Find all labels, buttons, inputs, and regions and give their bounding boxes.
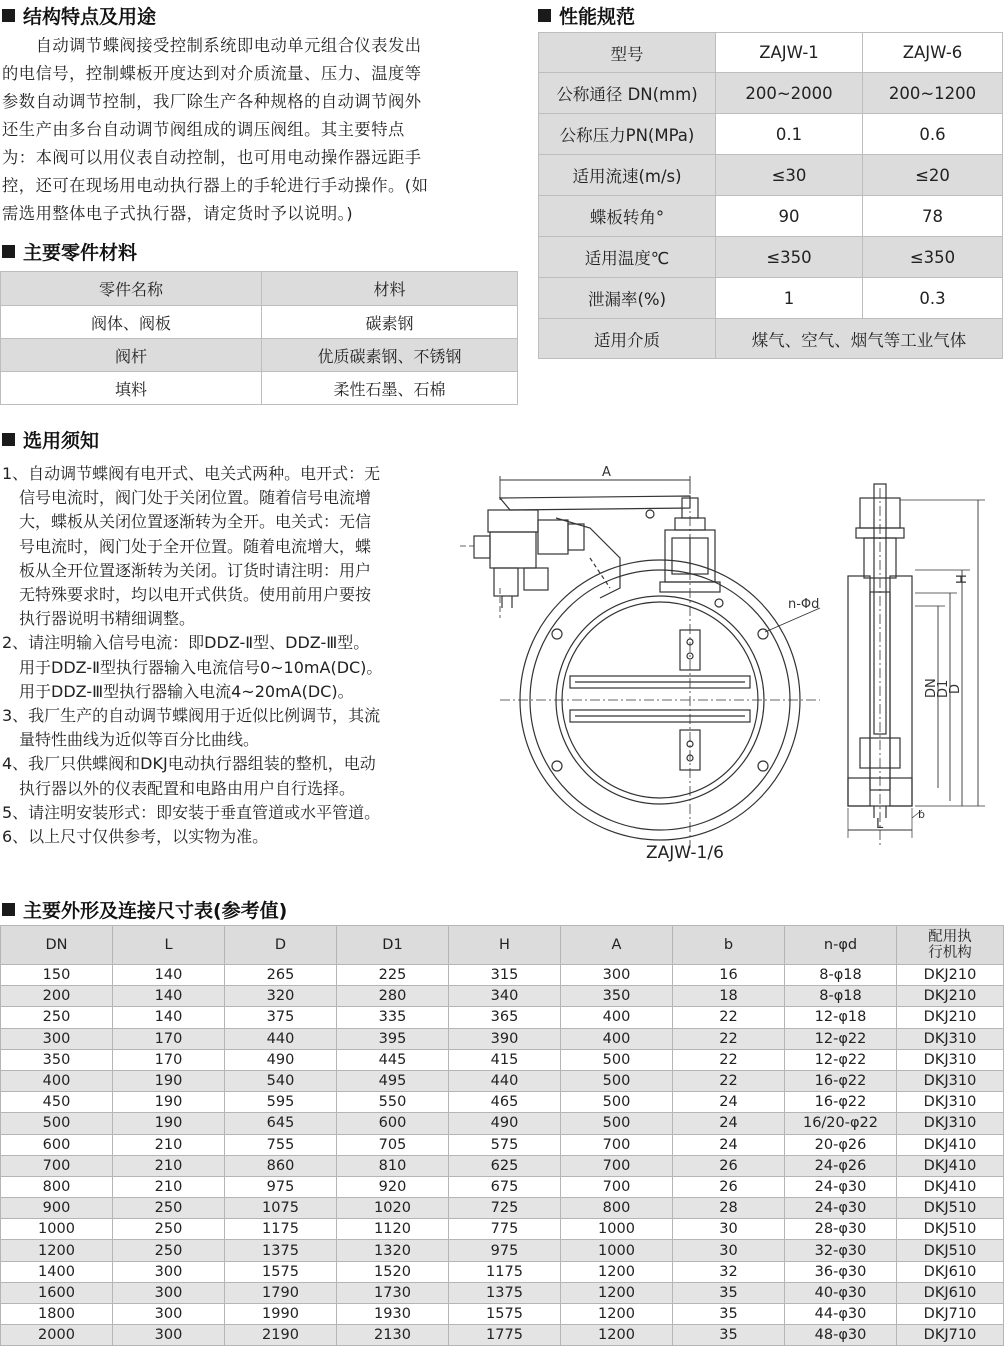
notes-title: 选用须知 — [23, 430, 100, 452]
dims-cell: 450 — [1, 1092, 113, 1113]
dims-header: DN — [1, 926, 113, 965]
dims-table-body — [1, 965, 1004, 1346]
dims-cell: 415 — [449, 1049, 561, 1070]
note-line: 大，蝶板从关闭位置逐渐转为全开。电关式：无信 — [19, 512, 372, 532]
dims-cell: 35 — [673, 1325, 785, 1346]
dims-row — [1, 1113, 1004, 1134]
dim-label-d: D — [948, 683, 963, 694]
dims-cell: 30 — [673, 1219, 785, 1240]
features-line: 自动调节蝶阀接受控制系统即电动单元组合仪表发出 — [2, 36, 422, 55]
dims-cell: 190 — [113, 1092, 225, 1113]
dim-label-l: L — [876, 817, 884, 832]
dims-cell: 24 — [673, 1092, 785, 1113]
dims-heading — [2, 896, 287, 923]
dims-cell: DKJ210 — [897, 1007, 1004, 1028]
dims-cell: 24-φ30 — [785, 1176, 897, 1197]
materials-heading — [2, 238, 137, 265]
square-bullet-icon — [538, 9, 551, 22]
dims-cell: 445 — [337, 1049, 449, 1070]
dim-label-b: b — [918, 808, 925, 821]
dims-cell: 335 — [337, 1007, 449, 1028]
dims-cell: 1200 — [561, 1304, 673, 1325]
dims-cell: 1200 — [561, 1282, 673, 1303]
dims-cell: 810 — [337, 1155, 449, 1176]
materials-cell: 碳素钢 — [262, 306, 518, 339]
dims-cell: 1120 — [337, 1219, 449, 1240]
dims-cell: 1375 — [225, 1240, 337, 1261]
dims-row — [1, 1176, 1004, 1197]
note-line: 无特殊要求时，均以电开式供货。使用前用户要按 — [19, 585, 372, 605]
specs-value: ≤350 — [863, 237, 1003, 278]
dims-cell: 16 — [673, 965, 785, 986]
dims-cell: 2190 — [225, 1325, 337, 1346]
dims-cell: DKJ710 — [897, 1304, 1004, 1325]
features-line: 的电信号，控制蝶板开度达到对介质流量、压力、温度等 — [2, 64, 422, 83]
materials-cell: 填料 — [1, 372, 262, 405]
dims-cell: 1575 — [449, 1304, 561, 1325]
dims-cell: 490 — [449, 1113, 561, 1134]
bore-circle — [556, 596, 764, 804]
materials-cell: 柔性石墨、石棉 — [262, 372, 518, 405]
dims-cell: 44-φ30 — [785, 1304, 897, 1325]
features-line: 还生产由多台自动调节阀组成的调压阀组。其主要特点 — [2, 120, 405, 139]
dims-cell: 700 — [561, 1155, 673, 1176]
specs-value: 200~1200 — [863, 73, 1003, 114]
dims-cell: 645 — [225, 1113, 337, 1134]
specs-label: 公称通径 DN(mm) — [539, 73, 716, 114]
dims-cell: 700 — [1, 1155, 113, 1176]
specs-label: 适用温度℃ — [539, 237, 716, 278]
dims-row — [1, 1155, 1004, 1176]
dims-row — [1, 1049, 1004, 1070]
bolt-hole — [552, 629, 562, 639]
dims-row — [1, 1219, 1004, 1240]
dims-cell: 190 — [113, 1113, 225, 1134]
dims-cell: DKJ310 — [897, 1049, 1004, 1070]
specs-label: 公称压力PN(MPa) — [539, 114, 716, 155]
dims-cell: 1075 — [225, 1198, 337, 1219]
dims-cell: 32-φ30 — [785, 1240, 897, 1261]
dims-cell: 975 — [225, 1176, 337, 1197]
features-line: 控，还可在现场用电动执行器上的手轮进行手动操作。(如 — [2, 176, 429, 195]
dims-cell: 700 — [561, 1176, 673, 1197]
note-line: 用于DDZ-Ⅲ型执行器输入电流4~20mA(DC)。 — [19, 681, 354, 701]
dims-cell: 250 — [113, 1219, 225, 1240]
dims-cell: 600 — [337, 1113, 449, 1134]
specs-value: 0.3 — [863, 278, 1003, 319]
materials-header-material: 材料 — [262, 272, 518, 306]
dims-cell: 250 — [113, 1240, 225, 1261]
dims-cell: 725 — [449, 1198, 561, 1219]
dims-cell: 400 — [561, 1028, 673, 1049]
dims-row — [1, 1092, 1004, 1113]
dims-cell: 210 — [113, 1155, 225, 1176]
dims-cell: 920 — [337, 1176, 449, 1197]
dims-cell: DKJ310 — [897, 1070, 1004, 1091]
dims-cell: 775 — [449, 1219, 561, 1240]
square-bullet-icon — [2, 433, 15, 446]
features-line: 参数自动调节控制，我厂除生产各种规格的自动调节阀外 — [2, 92, 422, 111]
dims-cell: 395 — [337, 1028, 449, 1049]
dims-cell: 800 — [1, 1176, 113, 1197]
dims-cell: 340 — [449, 986, 561, 1007]
dims-cell: 24 — [673, 1134, 785, 1155]
dims-cell: 1600 — [1, 1282, 113, 1303]
lever-arm — [500, 496, 690, 510]
dims-cell: 16-φ22 — [785, 1092, 897, 1113]
dims-row — [1, 1198, 1004, 1219]
dims-row — [1, 986, 1004, 1007]
dims-cell: 350 — [561, 986, 673, 1007]
dims-cell: 22 — [673, 1028, 785, 1049]
dims-row — [1, 1028, 1004, 1049]
valve-drawing — [460, 458, 1000, 878]
dims-cell: 12-φ18 — [785, 1007, 897, 1028]
dims-cell: DKJ210 — [897, 986, 1004, 1007]
dims-cell: 12-φ22 — [785, 1028, 897, 1049]
dims-cell: 26 — [673, 1176, 785, 1197]
dims-cell: 210 — [113, 1134, 225, 1155]
dims-cell: 550 — [337, 1092, 449, 1113]
dim-label-a: A — [602, 465, 611, 480]
dims-cell: 700 — [561, 1134, 673, 1155]
dims-cell: 465 — [449, 1092, 561, 1113]
dims-row — [1, 965, 1004, 986]
dims-cell: 40-φ30 — [785, 1282, 897, 1303]
square-bullet-icon — [2, 9, 15, 22]
dims-cell: 300 — [113, 1261, 225, 1282]
dims-cell: 300 — [561, 965, 673, 986]
square-bullet-icon — [2, 245, 15, 258]
dims-cell: 1730 — [337, 1282, 449, 1303]
specs-value: 90 — [716, 196, 863, 237]
dim-label-nd: n-Φd — [788, 597, 820, 612]
dim-label-d1: D1 — [936, 679, 951, 698]
note-item: 5、请注明安装形式：即安装于垂直管道或水平管道。 — [2, 802, 381, 822]
dims-cell: 1000 — [1, 1219, 113, 1240]
dims-cell: 705 — [337, 1134, 449, 1155]
dims-cell: 140 — [113, 986, 225, 1007]
motor-body — [488, 510, 538, 532]
dims-cell: DKJ310 — [897, 1092, 1004, 1113]
dims-cell: 1800 — [1, 1304, 113, 1325]
specs-header-zajw6: ZAJW-6 — [863, 33, 1003, 73]
features-heading — [2, 2, 156, 29]
dims-cell: 170 — [113, 1028, 225, 1049]
dims-cell: DKJ410 — [897, 1176, 1004, 1197]
dims-cell: 190 — [113, 1070, 225, 1091]
dims-cell: 375 — [225, 1007, 337, 1028]
specs-header-model: 型号 — [539, 33, 716, 73]
dims-cell: 170 — [113, 1049, 225, 1070]
dims-cell: 1930 — [337, 1304, 449, 1325]
dim-label-h: H — [955, 574, 970, 584]
note-line: 量特性曲线为近似等百分比曲线。 — [19, 730, 260, 750]
dims-cell: 250 — [1, 1007, 113, 1028]
dims-row — [1, 1304, 1004, 1325]
dims-cell: 18 — [673, 986, 785, 1007]
bolt-hole — [758, 761, 768, 771]
specs-title: 性能规范 — [559, 6, 636, 28]
specs-value: 0.1 — [716, 114, 863, 155]
specs-header-zajw1: ZAJW-1 — [716, 33, 863, 73]
dims-cell: 30 — [673, 1240, 785, 1261]
dims-cell: 280 — [337, 986, 449, 1007]
dims-cell: 140 — [113, 1007, 225, 1028]
dims-cell: 35 — [673, 1304, 785, 1325]
dims-header: n-φd — [785, 926, 897, 965]
specs-value: ≤20 — [863, 155, 1003, 196]
dims-table — [0, 925, 1004, 1346]
notes-heading — [2, 426, 99, 453]
dims-cell: 250 — [113, 1198, 225, 1219]
specs-value: ≤350 — [716, 237, 863, 278]
dims-header: D — [225, 926, 337, 965]
features-title: 结构特点及用途 — [23, 6, 157, 28]
dims-cell: 595 — [225, 1092, 337, 1113]
dims-cell: 390 — [449, 1028, 561, 1049]
note-line: 用于DDZ-Ⅱ型执行器输入电流信号0~10mA(DC)。 — [19, 657, 383, 677]
specs-value: ≤30 — [716, 155, 863, 196]
dims-cell: 150 — [1, 965, 113, 986]
dims-title: 主要外形及连接尺寸表(参考值) — [23, 900, 288, 922]
dims-cell: 1990 — [225, 1304, 337, 1325]
dims-cell: 500 — [561, 1092, 673, 1113]
note-line: 信号电流时，阀门处于关闭位置。随着信号电流增 — [19, 488, 372, 508]
dims-cell: DKJ510 — [897, 1219, 1004, 1240]
dims-cell: 20-φ26 — [785, 1134, 897, 1155]
dims-cell: 1000 — [561, 1240, 673, 1261]
dims-cell: 225 — [337, 965, 449, 986]
materials-title: 主要零件材料 — [23, 242, 138, 264]
dims-cell: 1520 — [337, 1261, 449, 1282]
dims-cell: 1020 — [337, 1198, 449, 1219]
dims-cell: DKJ310 — [897, 1028, 1004, 1049]
dims-cell: 755 — [225, 1134, 337, 1155]
drawing-caption: ZAJW-1/6 — [646, 843, 724, 863]
dims-row — [1, 1261, 1004, 1282]
dims-cell: DKJ210 — [897, 965, 1004, 986]
note-line: 执行器以外的仪表配置和电路由用户自行选择。 — [19, 778, 356, 798]
materials-cell: 阀杆 — [1, 339, 262, 372]
dims-cell: 2000 — [1, 1325, 113, 1346]
dims-header-actuator — [897, 926, 1004, 965]
dims-cell: 500 — [561, 1049, 673, 1070]
dims-cell: 300 — [113, 1325, 225, 1346]
dims-cell: 200 — [1, 986, 113, 1007]
dims-cell: DKJ410 — [897, 1155, 1004, 1176]
note-line: 执行器说明书精细调整。 — [19, 609, 196, 629]
dims-cell: 1200 — [1, 1240, 113, 1261]
dims-cell: 36-φ30 — [785, 1261, 897, 1282]
dims-cell: 440 — [449, 1070, 561, 1091]
side-flange-left — [848, 576, 870, 806]
dims-cell: DKJ610 — [897, 1282, 1004, 1303]
dims-cell: 2130 — [337, 1325, 449, 1346]
dims-cell: 1175 — [225, 1219, 337, 1240]
specs-value: 78 — [863, 196, 1003, 237]
dims-cell: 320 — [225, 986, 337, 1007]
dims-cell: 625 — [449, 1155, 561, 1176]
specs-heading — [538, 2, 635, 29]
dims-cell: 540 — [225, 1070, 337, 1091]
specs-value: 0.6 — [863, 114, 1003, 155]
dims-cell: 1375 — [449, 1282, 561, 1303]
dims-cell: 210 — [113, 1176, 225, 1197]
dims-cell: 500 — [1, 1113, 113, 1134]
bracket — [556, 518, 620, 598]
dims-cell: 8-φ18 — [785, 965, 897, 986]
dims-header-line: 行机构 — [928, 945, 972, 961]
dims-cell: 300 — [113, 1282, 225, 1303]
specs-table — [538, 32, 1003, 359]
note-item: 3、我厂生产的自动调节蝶阀用于近似比例调节，其流 — [2, 706, 381, 726]
dims-cell: 1400 — [1, 1261, 113, 1282]
dims-row — [1, 1070, 1004, 1091]
bolt-hole — [552, 761, 562, 771]
materials-header-part: 零件名称 — [1, 272, 262, 306]
note-item: 2、请注明输入信号电流：即DDZ-Ⅱ型、DDZ-Ⅲ型。 — [2, 633, 370, 653]
dims-cell: 28-φ30 — [785, 1219, 897, 1240]
dims-cell: 26 — [673, 1155, 785, 1176]
dims-cell: 400 — [561, 1007, 673, 1028]
dims-header: b — [673, 926, 785, 965]
dims-cell: 600 — [1, 1134, 113, 1155]
dims-cell: 900 — [1, 1198, 113, 1219]
dims-cell: 675 — [449, 1176, 561, 1197]
dims-row — [1, 1240, 1004, 1261]
dims-cell: DKJ310 — [897, 1113, 1004, 1134]
dims-cell: 1790 — [225, 1282, 337, 1303]
note-line: 号电流时，阀门处于全开位置。随着电流增大，蝶 — [19, 536, 372, 556]
dims-cell: 400 — [1, 1070, 113, 1091]
materials-cell: 优质碳素钢、不锈钢 — [262, 339, 518, 372]
note-item: 6、以上尺寸仅供参考，以实物为准。 — [2, 827, 269, 847]
dims-cell: 860 — [225, 1155, 337, 1176]
bolt-hole — [758, 629, 768, 639]
dims-cell: 28 — [673, 1198, 785, 1219]
dims-row — [1, 1134, 1004, 1155]
materials-cell: 阀体、阀板 — [1, 306, 262, 339]
features-paragraph — [2, 32, 524, 228]
specs-medium-value: 煤气、空气、烟气等工业气体 — [716, 319, 1003, 359]
dims-cell: 975 — [449, 1240, 561, 1261]
dims-cell: 22 — [673, 1070, 785, 1091]
dims-cell: 350 — [1, 1049, 113, 1070]
specs-label: 蝶板转角° — [539, 196, 716, 237]
dims-cell: 495 — [337, 1070, 449, 1091]
note-item: 1、自动调节蝶阀有电开式、电关式两种。电开式：无 — [2, 464, 381, 483]
notes-list — [2, 462, 462, 849]
dims-cell: 1575 — [225, 1261, 337, 1282]
dims-cell: 140 — [113, 965, 225, 986]
dims-cell: 1175 — [449, 1261, 561, 1282]
dims-cell: 1775 — [449, 1325, 561, 1346]
dims-cell: 24-φ26 — [785, 1155, 897, 1176]
dims-header: D1 — [337, 926, 449, 965]
dims-cell: DKJ510 — [897, 1198, 1004, 1219]
dims-cell: 24-φ30 — [785, 1198, 897, 1219]
dims-cell: 35 — [673, 1282, 785, 1303]
dims-cell: 1000 — [561, 1219, 673, 1240]
dims-cell: 800 — [561, 1198, 673, 1219]
dims-cell: 8-φ18 — [785, 986, 897, 1007]
dims-header: H — [449, 926, 561, 965]
dims-cell: 1320 — [337, 1240, 449, 1261]
dims-cell: 490 — [225, 1049, 337, 1070]
dims-cell: 1200 — [561, 1325, 673, 1346]
dims-cell: 300 — [1, 1028, 113, 1049]
features-line: 为：本阀可以用仪表自动控制，也可用电动操作器远距手 — [2, 148, 422, 167]
bolt-hole — [715, 599, 723, 607]
dims-cell: 1200 — [561, 1261, 673, 1282]
specs-label: 泄漏率(%) — [539, 278, 716, 319]
dims-header: L — [113, 926, 225, 965]
dims-header-line: 配用执 — [928, 929, 972, 945]
dims-cell: 24 — [673, 1113, 785, 1134]
dims-cell: 300 — [113, 1304, 225, 1325]
materials-table — [0, 271, 518, 405]
features-line: 需选用整体电子式执行器，请定货时予以说明。) — [2, 204, 354, 223]
dims-cell: 22 — [673, 1007, 785, 1028]
note-item: 4、我厂只供蝶阀和DKJ电动执行器组装的整机，电动 — [2, 754, 376, 774]
dims-cell: 22 — [673, 1049, 785, 1070]
dims-row — [1, 1325, 1004, 1346]
dims-cell: DKJ710 — [897, 1325, 1004, 1346]
square-bullet-icon — [2, 903, 15, 916]
specs-value: 200~2000 — [716, 73, 863, 114]
dim-label-dn: DN — [924, 678, 939, 698]
dims-cell: 16-φ22 — [785, 1070, 897, 1091]
dims-cell: 16/20-φ22 — [785, 1113, 897, 1134]
specs-label: 适用流速(m/s) — [539, 155, 716, 196]
specs-label: 适用介质 — [539, 319, 716, 359]
dims-cell: 315 — [449, 965, 561, 986]
dims-row — [1, 1282, 1004, 1303]
dims-row — [1, 1007, 1004, 1028]
dims-cell: 48-φ30 — [785, 1325, 897, 1346]
specs-value: 1 — [716, 278, 863, 319]
dims-cell: 32 — [673, 1261, 785, 1282]
dims-cell: DKJ410 — [897, 1134, 1004, 1155]
dims-cell: 12-φ22 — [785, 1049, 897, 1070]
dims-cell: DKJ510 — [897, 1240, 1004, 1261]
dims-cell: 440 — [225, 1028, 337, 1049]
dims-cell: 500 — [561, 1113, 673, 1134]
dims-cell: 500 — [561, 1070, 673, 1091]
dims-header: A — [561, 926, 673, 965]
dims-cell: 265 — [225, 965, 337, 986]
dims-cell: DKJ610 — [897, 1261, 1004, 1282]
dims-cell: 575 — [449, 1134, 561, 1155]
dims-cell: 365 — [449, 1007, 561, 1028]
note-line: 板从全开位置逐渐转为关闭。订货时请注明：用户 — [19, 560, 372, 580]
